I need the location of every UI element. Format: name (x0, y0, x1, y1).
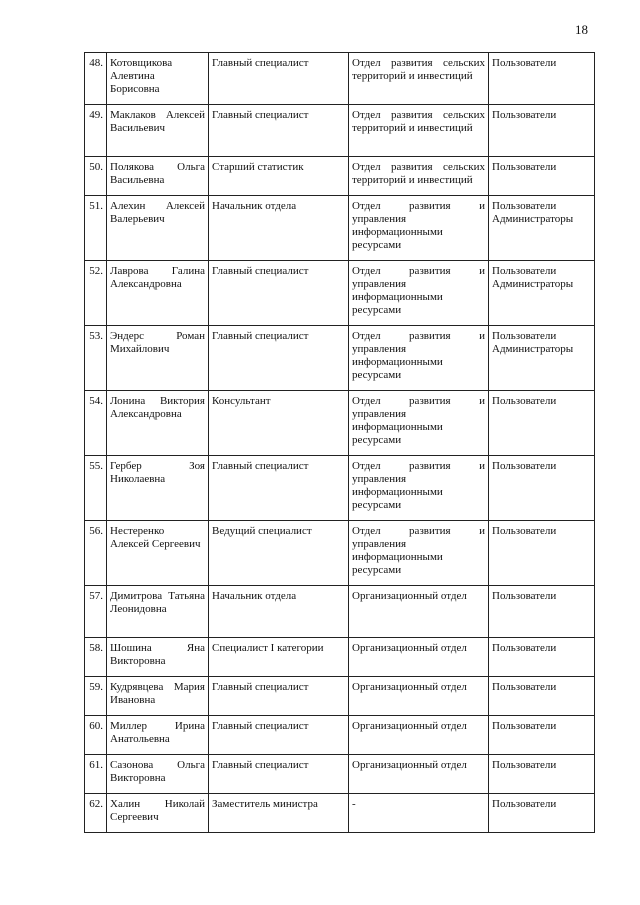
row-number-cell: 59. (85, 677, 107, 716)
department-cell: Отдел развития и управления информационными ресурсами (349, 391, 489, 456)
position-cell: Главный специалист (209, 261, 349, 326)
employee-name-cell: Халин Николай Сергеевич (107, 794, 209, 833)
employee-name-cell: Полякова Ольга Васильевна (107, 157, 209, 196)
employee-name-cell: Лонина Виктория Александровна (107, 391, 209, 456)
position-cell: Старший статистик (209, 157, 349, 196)
table-row (85, 196, 595, 261)
employee-name-cell: Сазонова Ольга Викторовна (107, 755, 209, 794)
table-row (85, 456, 595, 521)
table-row (85, 391, 595, 456)
access-role-cell: Пользователи Администраторы (489, 326, 595, 391)
position-cell: Главный специалист (209, 716, 349, 755)
employee-name-cell: Маклаков Алексей Васильевич (107, 105, 209, 157)
department-cell: Отдел развития и управления информационными ресурсами (349, 521, 489, 586)
employee-name-cell: Миллер Ирина Анатольевна (107, 716, 209, 755)
table-row (85, 794, 595, 833)
row-number-cell: 49. (85, 105, 107, 157)
position-cell: Главный специалист (209, 677, 349, 716)
position-cell: Главный специалист (209, 326, 349, 391)
employee-name-cell: Котовщикова Алевтина Борисовна (107, 53, 209, 105)
position-cell: Начальник отдела (209, 196, 349, 261)
department-cell: Отдел развития и управления информационными ресурсами (349, 196, 489, 261)
access-role-cell: Пользователи (489, 716, 595, 755)
table-row (85, 326, 595, 391)
table-row (85, 755, 595, 794)
department-cell: - (349, 794, 489, 833)
employee-name-cell: Гербер Зоя Николаевна (107, 456, 209, 521)
staff-table-body (85, 53, 595, 833)
row-number-cell: 54. (85, 391, 107, 456)
access-role-cell: Пользователи (489, 755, 595, 794)
staff-access-table (84, 52, 595, 833)
department-cell: Организационный отдел (349, 716, 489, 755)
row-number-cell: 51. (85, 196, 107, 261)
access-role-cell: Пользователи (489, 794, 595, 833)
page-number: 18 (575, 22, 588, 37)
table-row (85, 716, 595, 755)
department-cell: Отдел развития и управления информационными ресурсами (349, 456, 489, 521)
department-cell: Организационный отдел (349, 677, 489, 716)
position-cell: Заместитель министра (209, 794, 349, 833)
department-cell: Организационный отдел (349, 638, 489, 677)
employee-name-cell: Алехин Алексей Валерьевич (107, 196, 209, 261)
access-role-cell: Пользователи (489, 456, 595, 521)
row-number-cell: 50. (85, 157, 107, 196)
access-role-cell: Пользователи (489, 521, 595, 586)
department-cell: Отдел развития сельских территорий и инвестиций (349, 157, 489, 196)
table-row (85, 677, 595, 716)
access-role-cell: Пользователи (489, 391, 595, 456)
position-cell: Консультант (209, 391, 349, 456)
table-row (85, 157, 595, 196)
position-cell: Главный специалист (209, 105, 349, 157)
position-cell: Начальник отдела (209, 586, 349, 638)
department-cell: Отдел развития и управления информационными ресурсами (349, 261, 489, 326)
employee-name-cell: Димитрова Татьяна Леонидовна (107, 586, 209, 638)
row-number-cell: 58. (85, 638, 107, 677)
department-cell: Организационный отдел (349, 755, 489, 794)
table-row (85, 521, 595, 586)
row-number-cell: 61. (85, 755, 107, 794)
access-role-cell: Пользователи (489, 677, 595, 716)
access-role-cell: Пользователи Администраторы (489, 261, 595, 326)
row-number-cell: 55. (85, 456, 107, 521)
access-role-cell: Пользователи (489, 157, 595, 196)
row-number-cell: 62. (85, 794, 107, 833)
table-row (85, 586, 595, 638)
row-number-cell: 56. (85, 521, 107, 586)
access-role-cell: Пользователи (489, 53, 595, 105)
employee-name-cell: Лаврова Галина Александровна (107, 261, 209, 326)
employee-name-cell: Шошина Яна Викторовна (107, 638, 209, 677)
position-cell: Главный специалист (209, 755, 349, 794)
department-cell: Отдел развития и управления информационными ресурсами (349, 326, 489, 391)
row-number-cell: 52. (85, 261, 107, 326)
department-cell: Организационный отдел (349, 586, 489, 638)
table-row (85, 105, 595, 157)
access-role-cell: Пользователи Администраторы (489, 196, 595, 261)
position-cell: Главный специалист (209, 456, 349, 521)
position-cell: Главный специалист (209, 53, 349, 105)
table-row (85, 53, 595, 105)
position-cell: Специалист I категории (209, 638, 349, 677)
row-number-cell: 48. (85, 53, 107, 105)
employee-name-cell: Нестеренко Алексей Сергеевич (107, 521, 209, 586)
department-cell: Отдел развития сельских территорий и инвестиций (349, 53, 489, 105)
access-role-cell: Пользователи (489, 586, 595, 638)
row-number-cell: 60. (85, 716, 107, 755)
position-cell: Ведущий специалист (209, 521, 349, 586)
table-row (85, 261, 595, 326)
row-number-cell: 53. (85, 326, 107, 391)
department-cell: Отдел развития сельских территорий и инвестиций (349, 105, 489, 157)
employee-name-cell: Кудрявцева Мария Ивановна (107, 677, 209, 716)
employee-name-cell: Эндерс Роман Михайлович (107, 326, 209, 391)
table-row (85, 638, 595, 677)
access-role-cell: Пользователи (489, 105, 595, 157)
access-role-cell: Пользователи (489, 638, 595, 677)
row-number-cell: 57. (85, 586, 107, 638)
